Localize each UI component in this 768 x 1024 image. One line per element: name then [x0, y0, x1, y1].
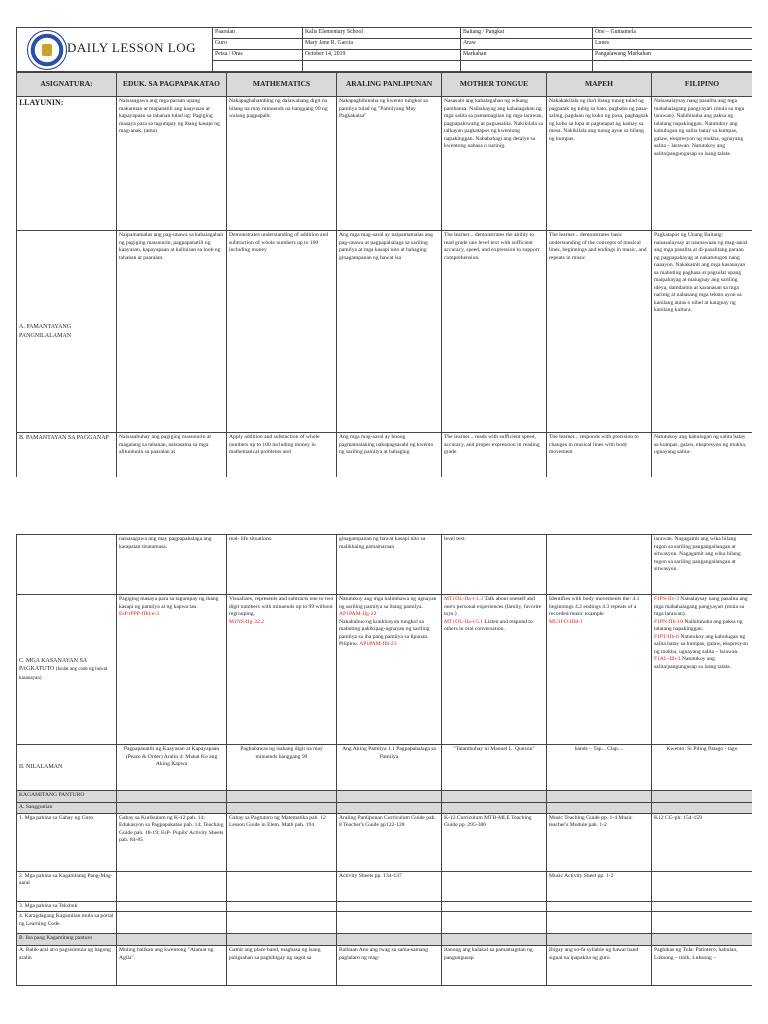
subject-esp: EDUK. SA PAGPAPAKATAO — [117, 73, 227, 97]
cell: Balitaan Ano ang twag sa sama-samang paglalaro ng mag- — [337, 946, 442, 986]
cell: ginagampanan ng bawat kasapi nito sa malikhaing pamamaraan — [337, 535, 442, 595]
row-label: B. PAMANTAYAN SA PAGGANAP — [17, 433, 117, 478]
cell: Music Teaching Guide pp. 1-4 Music teacher's Module pah. 1-2 — [547, 813, 652, 871]
skill-text: Talk about oneself and one's personal experiences (family, favorite toys.) — [444, 596, 542, 618]
page-title: DAILY LESSON LOG — [67, 40, 196, 55]
cell — [547, 595, 652, 745]
lesson-log-page-1 — [16, 27, 752, 477]
cell — [117, 871, 227, 901]
skill-text: Listen and respond to others in oral conversation. — [444, 618, 533, 633]
skill-text: Visualizes, represents and subtracts one to two digit numbers with minuends up to 99 without regrouping. — [229, 596, 334, 618]
row-label: II. NILALAMAN — [17, 745, 117, 791]
field-label: Markahan — [461, 50, 593, 61]
cell: Ang mga mag-aaral ay naipamamalas ang pag-unawa at pagpapahalaga sa sariling pamilya at mga kasapi nito at bahaging ginagampanan ng bawat isa — [337, 231, 442, 433]
skill-code: F1PS-IIc-3 — [654, 596, 679, 602]
lesson-table-1 — [16, 72, 752, 477]
cell: Kwento: Si Piling Patago - tago — [652, 745, 753, 791]
cell: Apply addition and subtraction of whole numbers up to 100 including money in mathematical problems and — [227, 433, 337, 478]
cell: The learner... responds with precision to changes in musical lines with body movement — [547, 433, 652, 478]
field-label: Baitang / Pangkat — [461, 28, 593, 39]
cell: Ibigay ang so-fa syllable ng bawat hand signal na ipapakita ng guro. — [547, 946, 652, 986]
lesson-table-2 — [16, 534, 752, 986]
cell: larawan. Nagagamit ang wika bilang tugon sa sariling pangangailangan at sitwasyon. Nagagamit ang wika bilang tugon sa sariling pangangailangan at sitwasyon. — [652, 535, 753, 595]
skill-code: MU1FO-IIId-1 — [549, 618, 583, 625]
cell: Gamit ang place band, magbasa ng isang paligsahan sa pagbibigay ng sagot sa — [227, 946, 337, 986]
field-value: October 14, 2019 — [303, 50, 461, 61]
cell: Nakapaghahambing ng dalawahang digit na bilang na may minuends na hanggang 99 ng walang pagpapalit. — [227, 97, 337, 231]
skill-text: Natutukoy ang salita/pangungusap sa isang talata. — [654, 656, 732, 670]
table-row — [17, 934, 753, 946]
field-label: Araw — [461, 39, 593, 50]
cell: Activity Sheets pp. 134-137 — [337, 871, 442, 901]
cell — [442, 871, 547, 901]
cell: Naisasagawa ang mga paraan upang makamtan at mapanatili ang kaayusan at kapayapaan sa tahanan tulad ng: Pagiging masaya para sa tagumpay ng ibang kasapi ng mag-anak. (ama) — [117, 97, 227, 231]
skill-text: Nakabubuo ng konklusyon tungkol sa mabuting pakikipag-ugnayan ng sariling pamilya sa iba pang pamilya sa lipunan. Pilipino. — [339, 618, 430, 648]
skill-code: EsP1PPP-IIId-e-3 — [119, 611, 160, 618]
cell: Natutukoy ang kahulugan ng salita batay sa kumpas, galaw, ekspresyon ng mukha, ugnayang salita- — [652, 433, 753, 478]
row-label: A. PAMANTAYANG PANGNILALAMAN — [17, 231, 117, 433]
row-label: A. Balik-aral at/o pagsisimula ng bagong aralin — [17, 946, 117, 986]
row-label: 3. Mga pahina sa Teksbuk — [17, 901, 117, 912]
cell: real- life situations. — [227, 535, 337, 595]
header-table — [16, 27, 752, 72]
table-row — [17, 231, 753, 433]
field-value: Kalis Elementary School — [303, 28, 461, 39]
section-label: KAGAMITANG PANTURO — [17, 791, 117, 803]
cell: Ang Aking Pamilya 1.1 Pagpapahalaga sa Pamilya — [337, 745, 442, 791]
cell — [227, 871, 337, 901]
cell — [227, 595, 337, 745]
cell: The learner... reads with sufficient speed, accuracy, and proper expression in reading grade — [442, 433, 547, 478]
cell: hands – Tap... Clap.... — [547, 745, 652, 791]
row-label: I.LAYUNIN: — [17, 97, 117, 231]
cell: Gabay sa Kurikulum ng K-12 pah. 14; Edukasyon sa Pagpapakatao pah. 14; Teaching Guide pah. 18-19; EsP- Pupils' Activity Sheets pah. 84-85 — [117, 813, 227, 871]
field-value: One – Gumamela — [593, 28, 753, 39]
table-row — [17, 871, 753, 901]
cell: Pagkatapos ng Unang Baitang: naisasalaysay at naunawaan ng mag-aaral ang mga pasalita at di-pasalitang paraan ng pagpapahayag at nakatutugon nang naaayon. Nakakamit ang mga kasanayan sa mabuting pagbasa at pagsulat upang maipahayag at maiugnay ang sariling ideya, damdamin at karanasan sa mga narinig at nabasang mga teksto ayon sa kanilang antas o nibel at kaugnay ng kanilang kultura. — [652, 231, 753, 433]
cell: The learner... demonstrates the ability to read grade one level text with sufficient accuracy, speed, and expression to support comprehension. — [442, 231, 547, 433]
cell: Pagpapanatili ng Kaayusan at Kapayapaan (Peace & Order) Aralin 4: Mahal Ko ang Aking Kapwa — [117, 745, 227, 791]
cell: Music Activity Sheet pp. 1-2 — [547, 871, 652, 901]
subject-mapeh: MAPEH — [547, 73, 652, 97]
row-label: 4. Karagdagang Kagamitan mula sa portal ng Learning Code. — [17, 912, 117, 934]
section-label: A. Sanggunian — [17, 803, 117, 814]
cell: Nakakakilala ng iba't ibang tunog tulad ng pagpatak ng tubig sa bato, pagbaba ng pasa-saling, pagdaan ng kuko ng pusa, pagbagsak ng kubo sa lupa at pagtatapat ng kamay sa mesa. Nakikilala ang tunog ayon sa bilang ng kumpas. — [547, 97, 652, 231]
cell — [117, 595, 227, 745]
skill-code: F1PT-IIh-6 — [654, 633, 679, 640]
cell: Naipamamalas ang pag-unawa sa kahalagahan ng pagiging masunurin, pagpapanatili ng kaayusan, kapayapaan at kalinisan sa loob ng tahanan at paaralan. — [117, 231, 227, 433]
cell — [652, 595, 753, 745]
subject-ap: ARALING PANLIPUNAN — [337, 73, 442, 97]
table-row — [17, 791, 753, 803]
cell: Araling Panlipunan Curriculum Guide pah. 8 Teacher's Guide pp122-128 — [337, 813, 442, 871]
cell — [547, 535, 652, 595]
field-value: Pangalawang Markahan — [593, 50, 753, 61]
skill-code: M1NS-IIg-32.2 — [229, 618, 264, 625]
cell: Gabay sa Pagtuturo ng Matematika pah. 12 Lesson Guide in Elem. Math pah. 194 — [227, 813, 337, 871]
cell: Pagbikas ng Tula: Patintero, habulan, Luksong – tinik, Luksong – — [652, 946, 753, 986]
table-row — [17, 535, 753, 595]
skill-code: MT1OL-IIa-i-5.1 — [444, 618, 483, 625]
header-logo-cell — [17, 28, 213, 72]
cell — [652, 871, 753, 901]
field-value: Mary Jane R. Garcia — [303, 39, 461, 50]
field-label: Petsa / Oras — [213, 50, 303, 61]
cell — [337, 595, 442, 745]
field-label: Guro — [213, 39, 303, 50]
table-row — [17, 912, 753, 934]
skill-text: Naisalaysay nang pasalita ang mga mahahalagang pangyayari (mula sa mga larawan). — [654, 596, 748, 618]
cell: The learner... demonstrates basic understanding of the concepts of musical lines, beginnings and endings in music, and repeats in music — [547, 231, 652, 433]
cell: level text. — [442, 535, 547, 595]
table-row — [17, 946, 753, 986]
subject-filipino: FILIPINO — [652, 73, 753, 97]
field-value: Lunes — [593, 39, 753, 50]
table-row — [17, 901, 753, 912]
table-row — [17, 97, 753, 231]
table-row — [17, 433, 753, 478]
row-label: 1. Mga pahina sa Gabay ng Guro — [17, 813, 117, 871]
skill-text: Identifies with body movements the: 4.1 beginnings 4.2 endings 4.3 repeats of a recorded music example — [549, 596, 640, 618]
table-row — [17, 745, 753, 791]
cell: Ang mga mag-aaral ay buong pagmamalaking nakapagsasabi ng kwento ng sariling pamilya at bahaging — [337, 433, 442, 478]
skill-code: MT1OL-IIa-i-1.3 — [444, 596, 483, 602]
skill-code: F1PN-IIh-10 — [654, 618, 683, 625]
row-label-text: C. MGA KASANAYAN SA PAGKATUTO — [19, 657, 87, 672]
cell: naisasagawa ang may pagpapahalaga ang katapatan tinatamasa. — [117, 535, 227, 595]
skill-text: Natutukoy ang mga halimbawa ng ugnayan ng sariling pamilya sa ibang pamilya. — [339, 596, 437, 610]
cell: Nasasabi ang kahalagahan ng wikang pambansa. Naihahayag ang kahalagahan ng mga salita sa pamamagitan ng mga larawan, pagpapahiwatig at pagsasalita. Nakikilala sa talkayan pagkatapos ng kwentong napakinggan. Nababahagi ang detalye sa kwentong nabasa o narinig. — [442, 97, 547, 231]
cell: Nakapaghihinuha ng kwento tungkol sa pamilya tulad ng "Pamilyang May Pagkakaisa" — [337, 97, 442, 231]
skill-text: Pagiging masaya para sa tagumpay ng ibang kasapi ng pamilya at ng kapwa tao. — [119, 596, 219, 610]
cell: K12 CG-ph: 154-159 — [652, 813, 753, 871]
deped-seal-icon — [27, 30, 67, 70]
field-label: Paaralan — [213, 28, 303, 39]
row-label: B. Iba pang Kagamitang panturo — [17, 934, 117, 946]
cell: Itanong ang kalakal sa pamamagitan ng pangungusap. — [442, 946, 547, 986]
subject-math: MATHEMATICS — [227, 73, 337, 97]
row-sublabel: (Isulat ang code ng bawat kasanayan) — [19, 666, 108, 681]
table-row — [17, 803, 753, 814]
row-label: 2. Mga pahina sa Kagamitang Pang-Mag-aaral — [17, 871, 117, 901]
cell: Demonstrates understanding of addition and subtraction of whole numbers up to 100 including money — [227, 231, 337, 433]
subject-mt: MOTHER TONGUE — [442, 73, 547, 97]
cell: K-12 Curriculum MTB-MLE Teaching Guide pp. 295-306 — [442, 813, 547, 871]
skill-text: Natutukoy ang kahulugan ng salita batay sa kumpas, galaw, ekspresyon ng mukha, ugnayang salita – larawan. — [654, 633, 748, 655]
skill-text: Naihihinuha ang paksa ng talatang napakinggan. — [654, 618, 743, 633]
skill-code: F1AL-IIh-3 — [654, 656, 681, 663]
table-row — [17, 595, 753, 745]
subject-label: ASIGNATURA: — [17, 73, 117, 97]
skill-code: AP1PAM-IIh-23 — [359, 641, 397, 648]
table-row — [17, 813, 753, 871]
cell: "Talambuhay ni Manuel L. Quezon" — [442, 745, 547, 791]
skill-code: AP1PAM-IIg-22 — [339, 611, 377, 618]
row-label — [17, 595, 117, 745]
cell: Naisasalaysay nang pasalita ang mga mahahalagang pangyayari (mula sa mga larawan). Nahihinuha ang paksa ng talatang napakinggan. Natutukoy ang kahulugan ng salita batay sa kumpas, galaw, ekspresyon ng mukha, ugnayang salita – larawan. Natutukoy ang salita/pangungusap sa isang talata. — [652, 97, 753, 231]
cell — [442, 595, 547, 745]
cell: Muling balikan ang kwentong "Alamat ng Agila". — [117, 946, 227, 986]
cell: Naisasabuhay ang pagiging masunurin at magalang sa tahanan, naisasama sa mga alituntunin sa paaralan at — [117, 433, 227, 478]
cell: Pagbabawas ng isahang digit na may minuends hanggang 99 — [227, 745, 337, 791]
lesson-log-page-2 — [16, 534, 752, 1024]
